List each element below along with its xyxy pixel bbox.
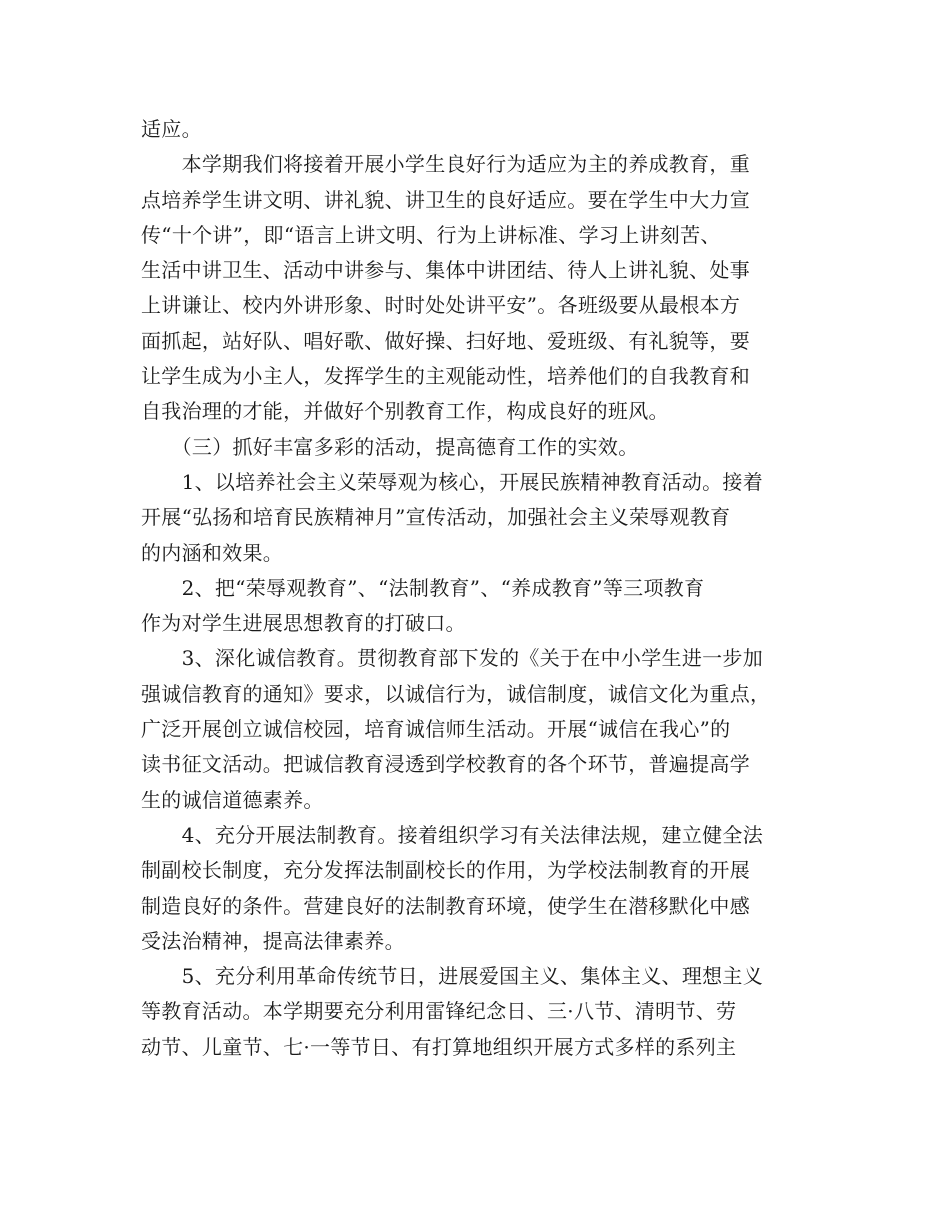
text-line: 1、以培养社会主义荣辱观为核心，开展民族精神教育活动。接着 <box>141 469 764 494</box>
text-line: 等教育活动。本学期要充分利用雷锋纪念日、三·八节、清明节、劳 <box>141 999 737 1024</box>
text-line: 生的诚信道德素养。 <box>141 787 324 812</box>
text-line: 点培养学生讲文明、讲礼貌、讲卫生的良好适应。要在学生中大力宣 <box>141 187 750 212</box>
text-line: 5、充分利用革命传统节日，进展爱国主义、集体主义、理想主义 <box>141 964 764 989</box>
text-line: 读书征文活动。把诚信教育浸透到学校教育的各个环节，普遍提高学 <box>141 752 750 777</box>
text-line: 面抓起，站好队、唱好歌、做好操、扫好地、爱班级、有礼貌等，要 <box>141 328 750 353</box>
document-body <box>141 112 821 1065</box>
text-line: 作为对学生进展思想教育的打破口。 <box>141 611 466 636</box>
text-line: 3、深化诚信教育。贯彻教育部下发的《关于在中小学生进一步加 <box>141 646 764 671</box>
text-line: 2、把“荣辱观教育”、“法制教育”、“养成教育”等三项教育 <box>141 575 705 600</box>
text-line: 强诚信教育的通知》要求，以诚信行为，诚信制度，诚信文化为重点， <box>141 681 771 706</box>
text-line: （三）抓好丰富多彩的活动，提高德育工作的实效。 <box>141 434 639 459</box>
text-line: 4、充分开展法制教育。接着组织学习有关法律法规，建立健全法 <box>141 822 764 847</box>
text-line: 开展“弘扬和培育民族精神月”宣传活动，加强社会主义荣辱观教育 <box>141 505 731 530</box>
text-line: 上讲谦让、校内外讲形象、时时处处讲平安”。各班级要从最根本方 <box>141 293 741 318</box>
text-line: 动节、儿童节、七·一等节日、有打算地组织开展方式多样的系列主 <box>141 1034 737 1059</box>
text-line: 自我治理的才能，并做好个别教育工作，构成良好的班风。 <box>141 399 669 424</box>
text-line: 让学生成为小主人，发挥学生的主观能动性，培养他们的自我教育和 <box>141 364 750 389</box>
text-line: 本学期我们将接着开展小学生良好行为适应为主的养成教育，重 <box>141 152 750 177</box>
text-line: 制副校长制度，充分发挥法制副校长的作用，为学校法制教育的开展 <box>141 858 750 883</box>
text-line: 传“十个讲”，即“语言上讲文明、行为上讲标准、学习上讲刻苦、 <box>141 222 721 247</box>
text-line: 制造良好的条件。营建良好的法制教育环境，使学生在潜移默化中感 <box>141 893 750 918</box>
text-line: 适应。 <box>141 117 202 141</box>
text-line: 生活中讲卫生、活动中讲参与、集体中讲团结、待人上讲礼貌、处事 <box>141 258 750 283</box>
text-line: 的内涵和效果。 <box>141 540 284 565</box>
text-line: 受法治精神，提高法律素养。 <box>141 928 405 953</box>
text-line: 广泛开展创立诚信校园，培育诚信师生活动。开展“诚信在我心”的 <box>141 717 731 742</box>
